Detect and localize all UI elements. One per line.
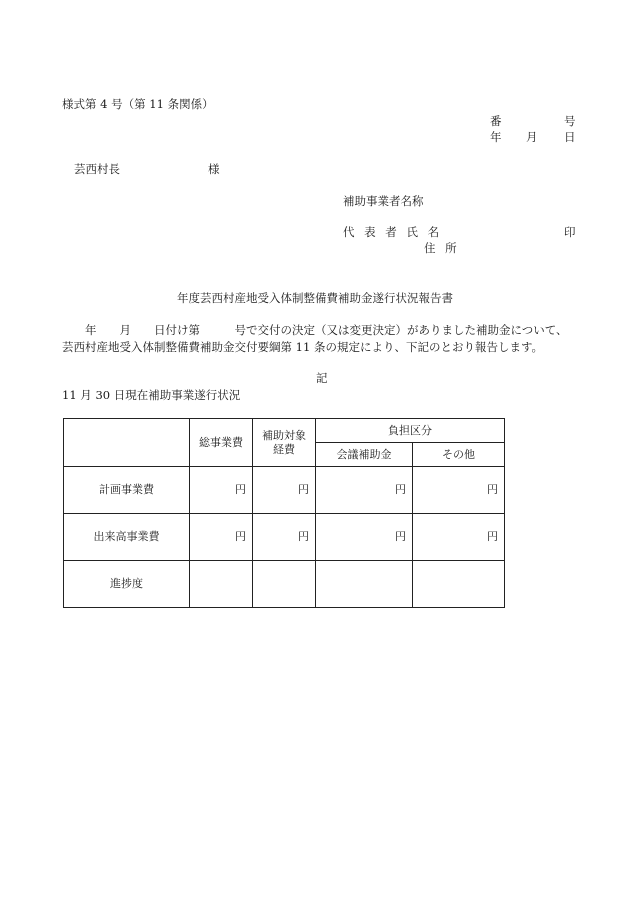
cell-subsidy: 円 — [253, 467, 316, 514]
row-label: 出来高事業費 — [64, 514, 190, 561]
body-line-2: 芸西村産地受入体制整備費補助金交付要綱第 11 条の規定により、下記のとおり報告します。 — [62, 340, 544, 354]
cell-total: 円 — [190, 467, 253, 514]
row-label: 計画事業費 — [64, 467, 190, 514]
header-blank-cell — [64, 419, 190, 467]
table-row — [64, 514, 505, 561]
cell-other: 円 — [413, 514, 505, 561]
form-number: 様式第 4 号（第 11 条関係） — [62, 97, 214, 111]
cell-other — [413, 561, 505, 608]
header-subsidy-target-line2: 経費 — [273, 442, 295, 456]
header-other: その他 — [413, 443, 505, 467]
addressee-honorific: 様 — [208, 162, 220, 176]
address-label: 住 所 — [424, 241, 460, 255]
addressee-name: 芸西村長 — [74, 162, 120, 176]
number-go: 号 — [564, 114, 576, 128]
table-row — [64, 467, 505, 514]
cell-subsidy: 円 — [253, 514, 316, 561]
header-subsidy-target — [253, 419, 316, 467]
cell-kaigi — [316, 561, 413, 608]
cell-total: 円 — [190, 514, 253, 561]
applicant-label: 補助事業者名称 — [343, 194, 424, 208]
date-day: 日 — [564, 130, 576, 144]
addressee — [74, 162, 220, 176]
representative-label: 代 表 者 氏 名 — [343, 225, 443, 239]
cell-total — [190, 561, 253, 608]
status-table — [63, 418, 505, 608]
date-month: 月 — [526, 130, 538, 144]
table-header-row-1 — [64, 419, 505, 443]
date-year: 年 — [490, 130, 502, 144]
body-line-1: 年 月 日付け第 号で交付の決定（又は変更決定）がありました補助金について、 — [62, 323, 568, 337]
header-total: 総事業費 — [190, 419, 253, 467]
cell-kaigi: 円 — [316, 514, 413, 561]
cell-subsidy — [253, 561, 316, 608]
table-row — [64, 561, 505, 608]
row-label: 進捗度 — [64, 561, 190, 608]
header-burden: 負担区分 — [316, 419, 505, 443]
header-kaigi: 会議補助金 — [316, 443, 413, 467]
body-paragraph — [62, 322, 592, 356]
seal-label: 印 — [564, 225, 576, 239]
as-of-label: 11 月 30 日現在補助事業遂行状況 — [62, 388, 241, 402]
header-subsidy-target-line1: 補助対象 — [262, 428, 306, 442]
cell-kaigi: 円 — [316, 467, 413, 514]
cell-other: 円 — [413, 467, 505, 514]
number-ban: 番 — [490, 114, 502, 128]
ki-mark: 記 — [316, 371, 328, 385]
document-title: 年度芸西村産地受入体制整備費補助金遂行状況報告書 — [177, 291, 453, 305]
